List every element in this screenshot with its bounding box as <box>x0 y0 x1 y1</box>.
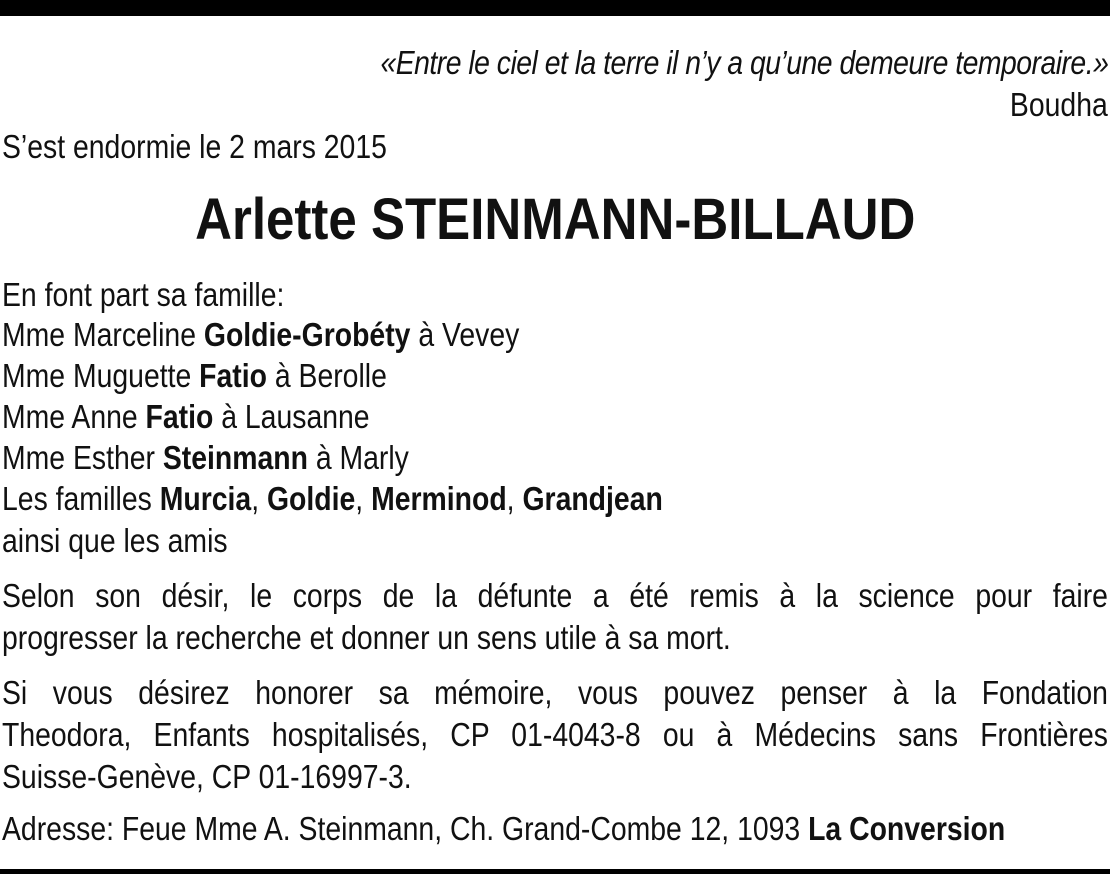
family-member <box>2 398 370 436</box>
family-name: Murcia <box>159 480 252 517</box>
family-name: Grandjean <box>522 480 663 517</box>
epigraph-quote: «Entre le ciel et la terre il n’y a qu’une demeure temporaire.» <box>380 44 1108 81</box>
family-member <box>2 316 519 354</box>
announcement-heading: En font part sa famille: <box>2 276 285 313</box>
family-member-suffix: à Berolle <box>266 357 387 394</box>
friends-line: ainsi que les amis <box>2 522 228 559</box>
address-text: Adresse: Feue Mme A. Steinmann, Ch. Grand-Combe 12, 1093 <box>2 810 809 847</box>
family-member-surname: Fatio <box>199 357 267 394</box>
science-donation-paragraph <box>2 575 1108 659</box>
family-member-prefix: Mme Esther <box>2 439 163 476</box>
death-date-line: S’est endormie le 2 mars 2015 <box>2 128 387 165</box>
bottom-border-rule <box>0 869 1110 874</box>
families-prefix: Les familles <box>2 480 160 517</box>
family-member-prefix: Mme Marceline <box>2 316 204 353</box>
donation-paragraph <box>2 672 1108 798</box>
family-member-suffix: à Vevey <box>410 316 520 353</box>
address-locality: La Conversion <box>808 810 1006 847</box>
family-name: Merminod <box>371 480 507 517</box>
deceased-name-text: Arlette STEINMANN-BILLAUD <box>194 187 916 252</box>
family-member-surname: Steinmann <box>162 439 308 476</box>
families-separator: , <box>251 480 267 517</box>
top-border-rule <box>0 0 1110 16</box>
paragraph-line: Suisse-Genève, CP 01-16997-3. <box>2 758 412 795</box>
families-line <box>2 480 663 518</box>
paragraph-line: Selon son désir, le corps de la défunte a été remis à la science pour faire <box>2 577 1108 614</box>
family-member-surname: Fatio <box>145 398 214 435</box>
family-member-prefix: Mme Muguette <box>2 357 200 394</box>
paragraph-line: Theodora, Enfants hospitalisés, CP 01-4043-8 ou à Médecins sans Frontières <box>2 716 1108 753</box>
family-member-suffix: à Marly <box>307 439 409 476</box>
families-separator: , <box>506 480 523 517</box>
families-separator: , <box>355 480 372 517</box>
family-name: Goldie <box>266 480 356 517</box>
family-member-suffix: à Lausanne <box>213 398 370 435</box>
paragraph-line: progresser la recherche et donner un sens utile à sa mort. <box>2 619 731 656</box>
epigraph-author: Boudha <box>1010 86 1108 123</box>
family-member <box>2 439 409 477</box>
deceased-name <box>0 186 1110 253</box>
family-member <box>2 357 387 395</box>
family-member-surname: Goldie-Grobéty <box>203 316 411 353</box>
paragraph-line: Si vous désirez honorer sa mémoire, vous pouvez penser à la Fondation <box>2 674 1108 711</box>
family-member-prefix: Mme Anne <box>2 398 146 435</box>
address-line <box>2 810 1005 848</box>
